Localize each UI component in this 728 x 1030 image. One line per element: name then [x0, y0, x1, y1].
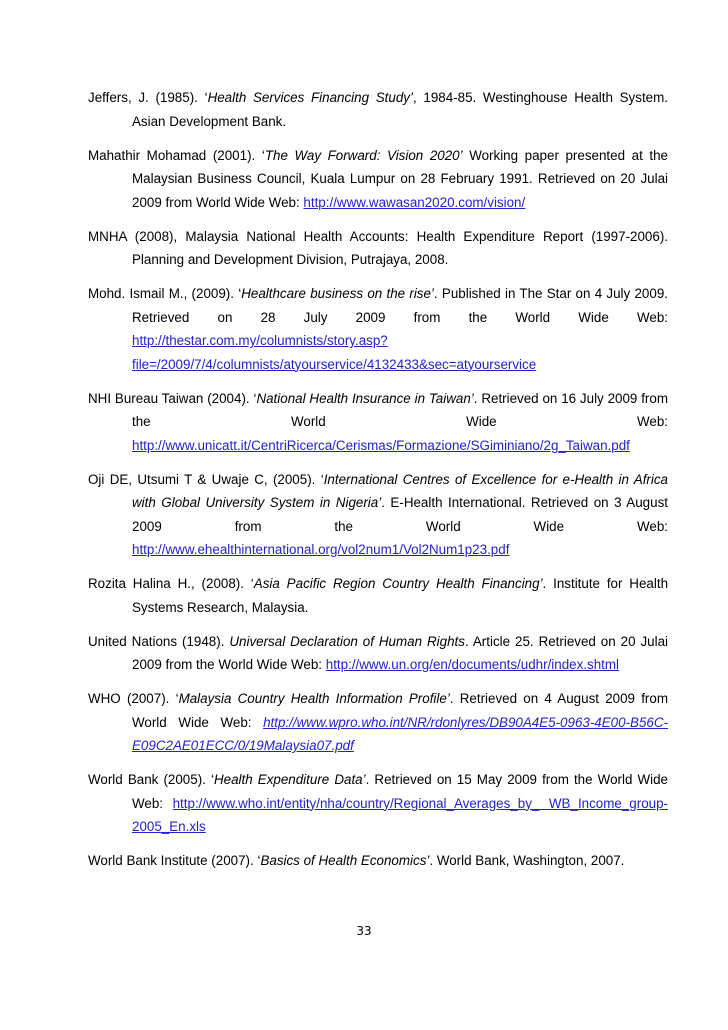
reference-title: The Way Forward: Vision 2020’: [264, 147, 463, 163]
reference-title: Malaysia Country Health Information Profile’: [178, 691, 450, 706]
reference-title: International Centres of Excellence for e-Health in Africa with Global University System in Nigeria’: [132, 471, 668, 510]
reference-title: Health Services Financing Study’: [207, 90, 413, 105]
reference-text: Working paper presented at the Malaysian Business Council, Kuala Lumpur on 28 February 1991. Retrieved on 20 Julai 2009 from World Wide Web:: [132, 147, 668, 210]
reference-text: Oji DE, Utsumi T & Uwaje C, (2005). ‘: [88, 471, 324, 487]
reference-text: Jeffers, J. (1985). ‘: [88, 90, 208, 105]
reference-entry: [88, 225, 668, 272]
reference-text: . Institute for Health Systems Research, Malaysia.: [132, 576, 669, 615]
reference-title: Universal Declaration of Human Rights: [229, 633, 465, 649]
reference-text: Rozita Halina H., (2008). ‘: [88, 576, 254, 591]
reference-title: Health Expenditure Data’: [213, 772, 366, 787]
reference-text: . Retrieved on 16 July 2009 from the World Wide Web:: [132, 390, 668, 429]
reference-text: Mahathir Mohamad (2001). ‘: [88, 147, 265, 163]
reference-url-link[interactable]: http://www.ehealthinternational.org/vol2num1/Vol2Num1p23.pdf: [132, 542, 510, 557]
reference-entry: [88, 849, 668, 873]
reference-text: World Bank Institute (2007). ‘: [88, 853, 261, 868]
reference-entry: [88, 144, 668, 215]
reference-entry: [88, 282, 668, 376]
reference-entry: [88, 572, 668, 619]
reference-entry: [88, 86, 668, 133]
reference-url-link[interactable]: http://www.un.org/en/documents/udhr/index.shtml: [325, 657, 620, 672]
reference-entry: [88, 768, 668, 839]
reference-entry: [88, 468, 668, 562]
reference-title: National Health Insurance in Taiwan’: [256, 390, 474, 406]
reference-url-link[interactable]: http://www.unicatt.it/CentriRicerca/Cerismas/Formazione/SGiminiano/2g_Taiwan.pdf: [132, 437, 630, 453]
reference-text: WHO (2007). ‘: [88, 691, 179, 706]
reference-entry: [88, 630, 668, 677]
reference-text: . Published in The Star on 4 July 2009. Retrieved on 28 July 2009 from the World Wide Web:: [132, 286, 668, 325]
reference-text: . Retrieved on 15 May 2009 from the World Wide Web:: [132, 772, 669, 811]
reference-text: . World Bank, Washington, 2007.: [429, 853, 625, 868]
reference-entry: [88, 387, 668, 458]
reference-text: MNHA (2008), Malaysia National Health Accounts: Health Expenditure Report (1997-2006). Planning and Development Division, Putrajaya, 2008.: [88, 228, 668, 267]
reference-title: Asia Pacific Region Country Health Financing’: [253, 576, 543, 591]
reference-title: Healthcare business on the rise’: [241, 286, 434, 301]
reference-text: United Nations (1948).: [88, 633, 230, 649]
reference-text: NHI Bureau Taiwan (2004). ‘: [88, 390, 257, 406]
reference-url-link[interactable]: http://www.who.int/entity/nha/country/Regional_Averages_by_ WB_Income_group-2005_En.xls: [132, 795, 669, 834]
reference-url-link[interactable]: http://www.wawasan2020.com/vision/: [303, 194, 526, 210]
page-number: 33: [356, 924, 372, 938]
reference-text: . E-Health International. Retrieved on 3 August 2009 from the World Wide Web:: [132, 495, 668, 534]
reference-url-link[interactable]: http://www.wpro.who.int/NR/rdonlyres/DB90A4E5-0963-4E00-B56C-E09C2AE01ECC/0/19Malaysia07.pdf: [132, 714, 668, 753]
reference-title: Basics of Health Economics’: [260, 853, 430, 868]
reference-text: . Retrieved on 4 August 2009 from World Wide Web:: [132, 691, 668, 730]
reference-text: . Article 25. Retrieved on 20 Julai 2009 from the World Wide Web:: [132, 633, 669, 672]
reference-list: [88, 86, 668, 883]
reference-text: Mohd. Ismail M., (2009). ‘: [88, 286, 242, 301]
reference-text: , 1984-85. Westinghouse Health System. Asian Development Bank.: [132, 90, 668, 129]
reference-text: World Bank (2005). ‘: [88, 772, 214, 787]
reference-url-link[interactable]: http://thestar.com.my/columnists/story.asp?file=/2009/7/4/columnists/atyourservice/4132433&sec=atyourservice: [132, 333, 537, 372]
reference-entry: [88, 687, 668, 758]
